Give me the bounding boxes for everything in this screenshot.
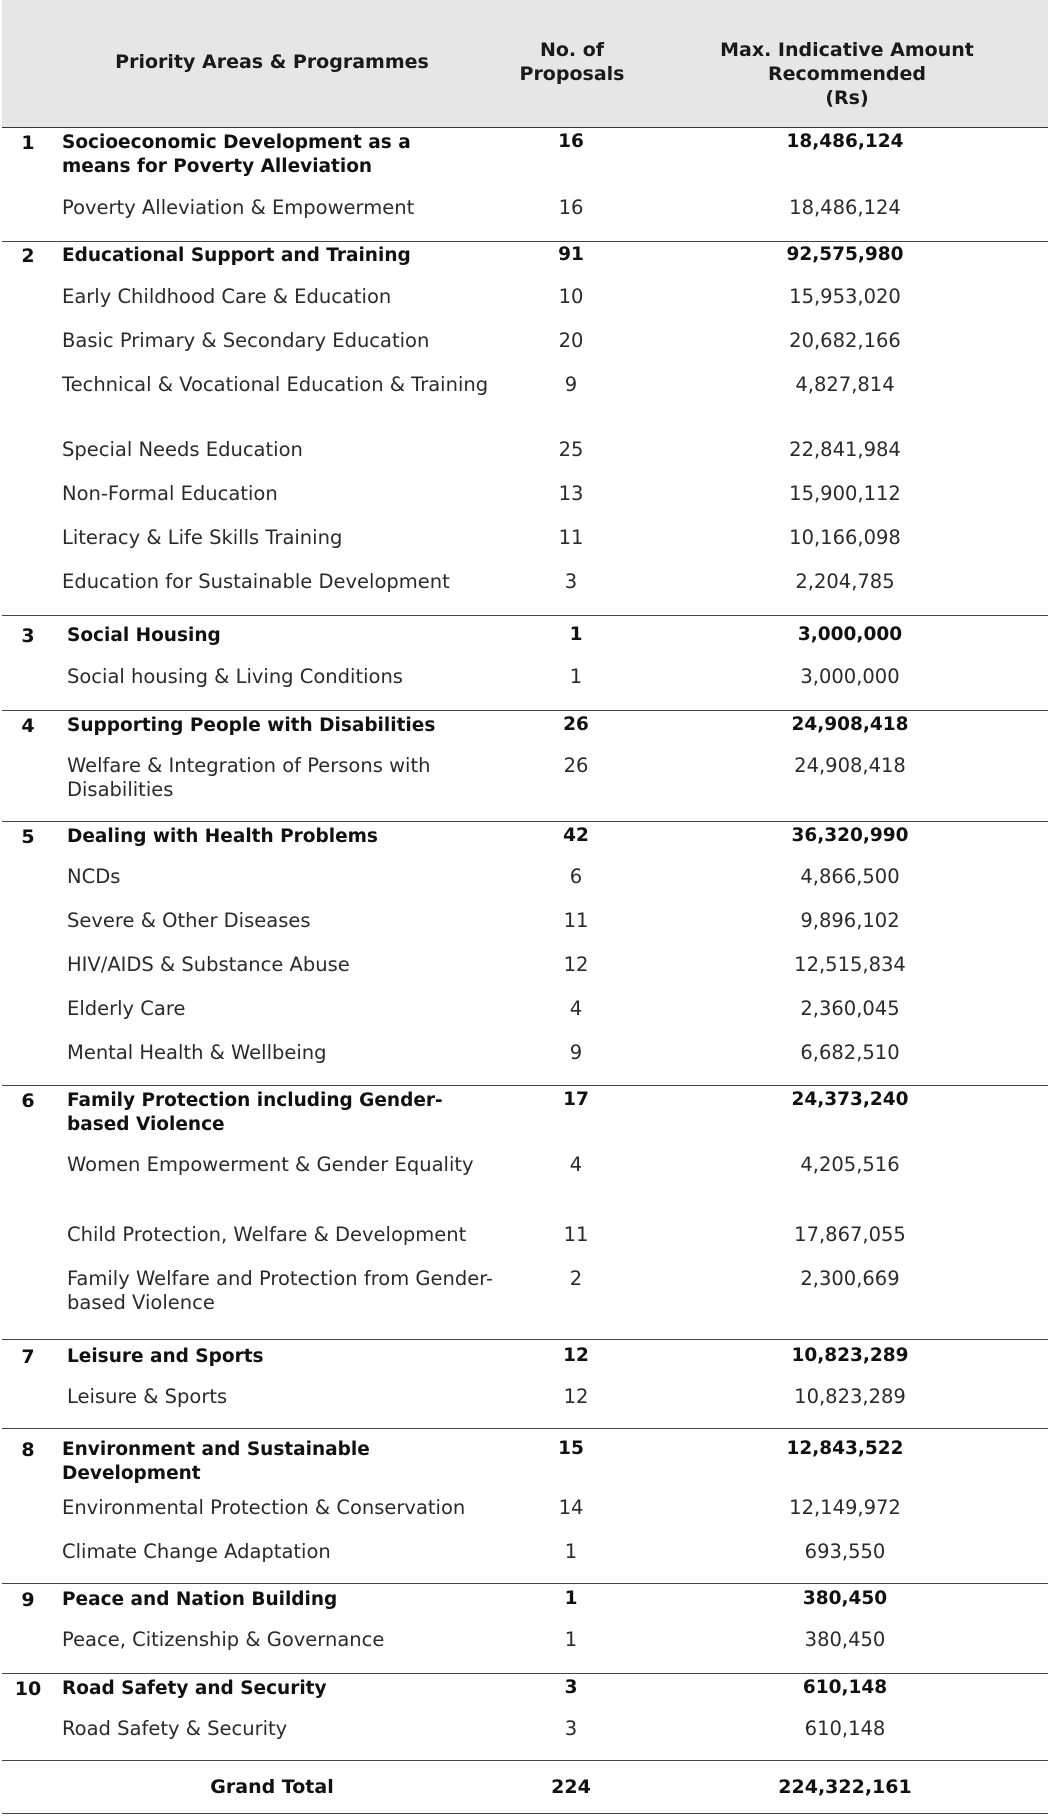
header-proposals	[507, 38, 637, 86]
programme-count: 4	[569, 1153, 583, 1176]
programme-count: 3	[564, 570, 578, 593]
programme-name: Child Protection, Welfare & Development	[67, 1223, 467, 1246]
priority-area-name: Environment and Sustainable Development	[62, 1439, 370, 1484]
programme-name: Women Empowerment & Gender Equality	[67, 1153, 474, 1176]
programme-count: 11	[558, 526, 584, 549]
priority-area-count: 15	[558, 1438, 584, 1459]
programme-count: 3	[564, 1717, 578, 1740]
priority-area-number: 8	[21, 1439, 35, 1461]
programme-count: 9	[564, 373, 578, 396]
programme-name: Climate Change Adaptation	[62, 1540, 331, 1563]
row-divider	[2, 1673, 1048, 1674]
programme-name: Basic Primary & Secondary Education	[62, 329, 430, 352]
programme-amount: 9,896,102	[800, 909, 900, 932]
priority-area-count: 16	[558, 131, 584, 152]
programme-name: Special Needs Education	[62, 438, 303, 461]
priority-area-number: 9	[21, 1589, 35, 1611]
priority-area-name: Peace and Nation Building	[62, 1589, 338, 1610]
programme-name: Welfare & Integration of Persons with Disabilities	[67, 754, 431, 801]
programme-count: 1	[569, 665, 583, 688]
header-amount	[647, 38, 1047, 110]
programme-amount: 2,360,045	[800, 997, 900, 1020]
programme-name: Road Safety & Security	[62, 1717, 288, 1740]
programme-amount: 15,953,020	[789, 285, 901, 308]
priority-area-number: 1	[21, 132, 35, 154]
programme-amount: 10,823,289	[794, 1385, 906, 1408]
programme-amount: 4,205,516	[800, 1153, 900, 1176]
row-divider	[2, 1339, 1048, 1340]
priority-area-name: Family Protection including Gender-based Violence	[67, 1090, 443, 1135]
header-amount-line1: Max. Indicative Amount Recommended	[720, 39, 974, 85]
row-divider	[2, 710, 1048, 711]
row-divider	[2, 1760, 1048, 1761]
priority-area-amount: 610,148	[802, 1677, 888, 1698]
row-divider	[2, 1428, 1048, 1429]
programme-name: Poverty Alleviation & Empowerment	[62, 196, 415, 219]
priority-area-name: Socioeconomic Development as a means for Poverty Alleviation	[62, 132, 411, 177]
programme-name: Early Childhood Care & Education	[62, 285, 392, 308]
programme-count: 12	[563, 1385, 589, 1408]
grand-total-amount: 224,322,161	[778, 1776, 912, 1798]
priority-area-amount: 10,823,289	[791, 1345, 909, 1366]
programme-amount: 2,300,669	[800, 1267, 900, 1290]
programme-name: NCDs	[67, 865, 121, 888]
priority-area-amount: 3,000,000	[797, 624, 903, 645]
priority-area-name: Social Housing	[67, 625, 221, 646]
priority-area-number: 4	[21, 715, 35, 737]
programme-amount: 6,682,510	[800, 1041, 900, 1064]
programme-name: Technical & Vocational Education & Training	[62, 373, 489, 396]
programme-name: Social housing & Living Conditions	[67, 665, 403, 688]
priority-area-count: 1	[569, 624, 583, 645]
programme-count: 1	[564, 1540, 578, 1563]
programme-count: 6	[569, 865, 583, 888]
programme-name: HIV/AIDS & Substance Abuse	[67, 953, 350, 976]
priority-area-amount: 18,486,124	[786, 131, 904, 152]
row-divider	[2, 1583, 1048, 1584]
programme-amount: 24,908,418	[794, 754, 906, 777]
priority-area-count: 1	[564, 1588, 578, 1609]
programme-amount: 380,450	[804, 1628, 886, 1651]
programme-amount: 610,148	[804, 1717, 886, 1740]
priority-area-count: 3	[564, 1677, 578, 1698]
priority-area-amount: 92,575,980	[786, 244, 904, 265]
programme-count: 20	[558, 329, 584, 352]
row-divider	[2, 615, 1048, 616]
programme-name: Peace, Citizenship & Governance	[62, 1628, 385, 1651]
programme-count: 11	[563, 1223, 589, 1246]
programme-count: 13	[558, 482, 584, 505]
programme-count: 10	[558, 285, 584, 308]
grand-total-count: 224	[551, 1776, 591, 1798]
programme-name: Non-Formal Education	[62, 482, 278, 505]
programme-count: 11	[563, 909, 589, 932]
programme-amount: 12,515,834	[794, 953, 906, 976]
programme-name: Leisure & Sports	[67, 1385, 228, 1408]
priority-area-count: 12	[563, 1345, 589, 1366]
priority-area-name: Educational Support and Training	[62, 245, 411, 266]
programme-amount: 22,841,984	[789, 438, 901, 461]
programme-name: Mental Health & Wellbeing	[67, 1041, 327, 1064]
header-proposals-line1: No. of	[539, 39, 605, 61]
row-divider	[2, 241, 1048, 242]
programme-count: 1	[564, 1628, 578, 1651]
priority-area-number: 6	[21, 1090, 35, 1112]
priority-area-name: Supporting People with Disabilities	[67, 715, 436, 736]
programme-amount: 18,486,124	[789, 196, 901, 219]
priority-area-number: 2	[21, 245, 35, 267]
grand-total-label: Grand Total	[210, 1776, 334, 1798]
programme-amount: 12,149,972	[789, 1496, 901, 1519]
priority-area-count: 91	[558, 244, 584, 265]
priority-area-amount: 380,450	[802, 1588, 888, 1609]
programme-count: 25	[558, 438, 584, 461]
priority-area-count: 17	[563, 1089, 589, 1110]
programme-count: 12	[563, 953, 589, 976]
programme-amount: 4,866,500	[800, 865, 900, 888]
programme-count: 2	[569, 1267, 583, 1290]
programme-amount: 4,827,814	[795, 373, 895, 396]
priority-area-name: Road Safety and Security	[62, 1678, 327, 1699]
priority-area-number: 5	[21, 826, 35, 848]
programme-name: Environmental Protection & Conservation	[62, 1496, 466, 1519]
priority-area-count: 42	[563, 825, 589, 846]
priority-area-count: 26	[563, 714, 589, 735]
programme-count: 26	[563, 754, 589, 777]
table-header	[2, 0, 1048, 128]
programme-count: 4	[569, 997, 583, 1020]
priority-area-amount: 12,843,522	[786, 1438, 904, 1459]
programme-amount: 17,867,055	[794, 1223, 906, 1246]
programme-count: 9	[569, 1041, 583, 1064]
priority-area-number: 7	[21, 1346, 35, 1368]
programme-count: 16	[558, 196, 584, 219]
programme-amount: 3,000,000	[800, 665, 900, 688]
programme-name: Education for Sustainable Development	[62, 570, 450, 593]
programme-name: Family Welfare and Protection from Gender-based Violence	[67, 1267, 494, 1314]
priority-area-amount: 24,908,418	[791, 714, 909, 735]
priority-area-amount: 24,373,240	[791, 1089, 909, 1110]
row-divider	[2, 1085, 1048, 1086]
programme-name: Severe & Other Diseases	[67, 909, 311, 932]
programme-count: 14	[558, 1496, 584, 1519]
priority-area-name: Dealing with Health Problems	[67, 826, 378, 847]
priority-area-amount: 36,320,990	[791, 825, 909, 846]
priority-area-name: Leisure and Sports	[67, 1346, 264, 1367]
row-divider	[2, 821, 1048, 822]
row-divider	[2, 1813, 1048, 1814]
programme-name: Literacy & Life Skills Training	[62, 526, 343, 549]
programme-amount: 2,204,785	[795, 570, 895, 593]
header-proposals-line2: Proposals	[519, 63, 625, 85]
programme-amount: 10,166,098	[789, 526, 901, 549]
programme-amount: 693,550	[804, 1540, 886, 1563]
header-amount-line2: (Rs)	[825, 87, 869, 109]
programme-name: Elderly Care	[67, 997, 186, 1020]
programme-amount: 15,900,112	[789, 482, 901, 505]
programme-amount: 20,682,166	[789, 329, 901, 352]
header-programmes: Priority Areas & Programmes	[115, 51, 429, 73]
priority-area-number: 3	[21, 625, 35, 647]
priority-area-number: 10	[14, 1678, 42, 1700]
